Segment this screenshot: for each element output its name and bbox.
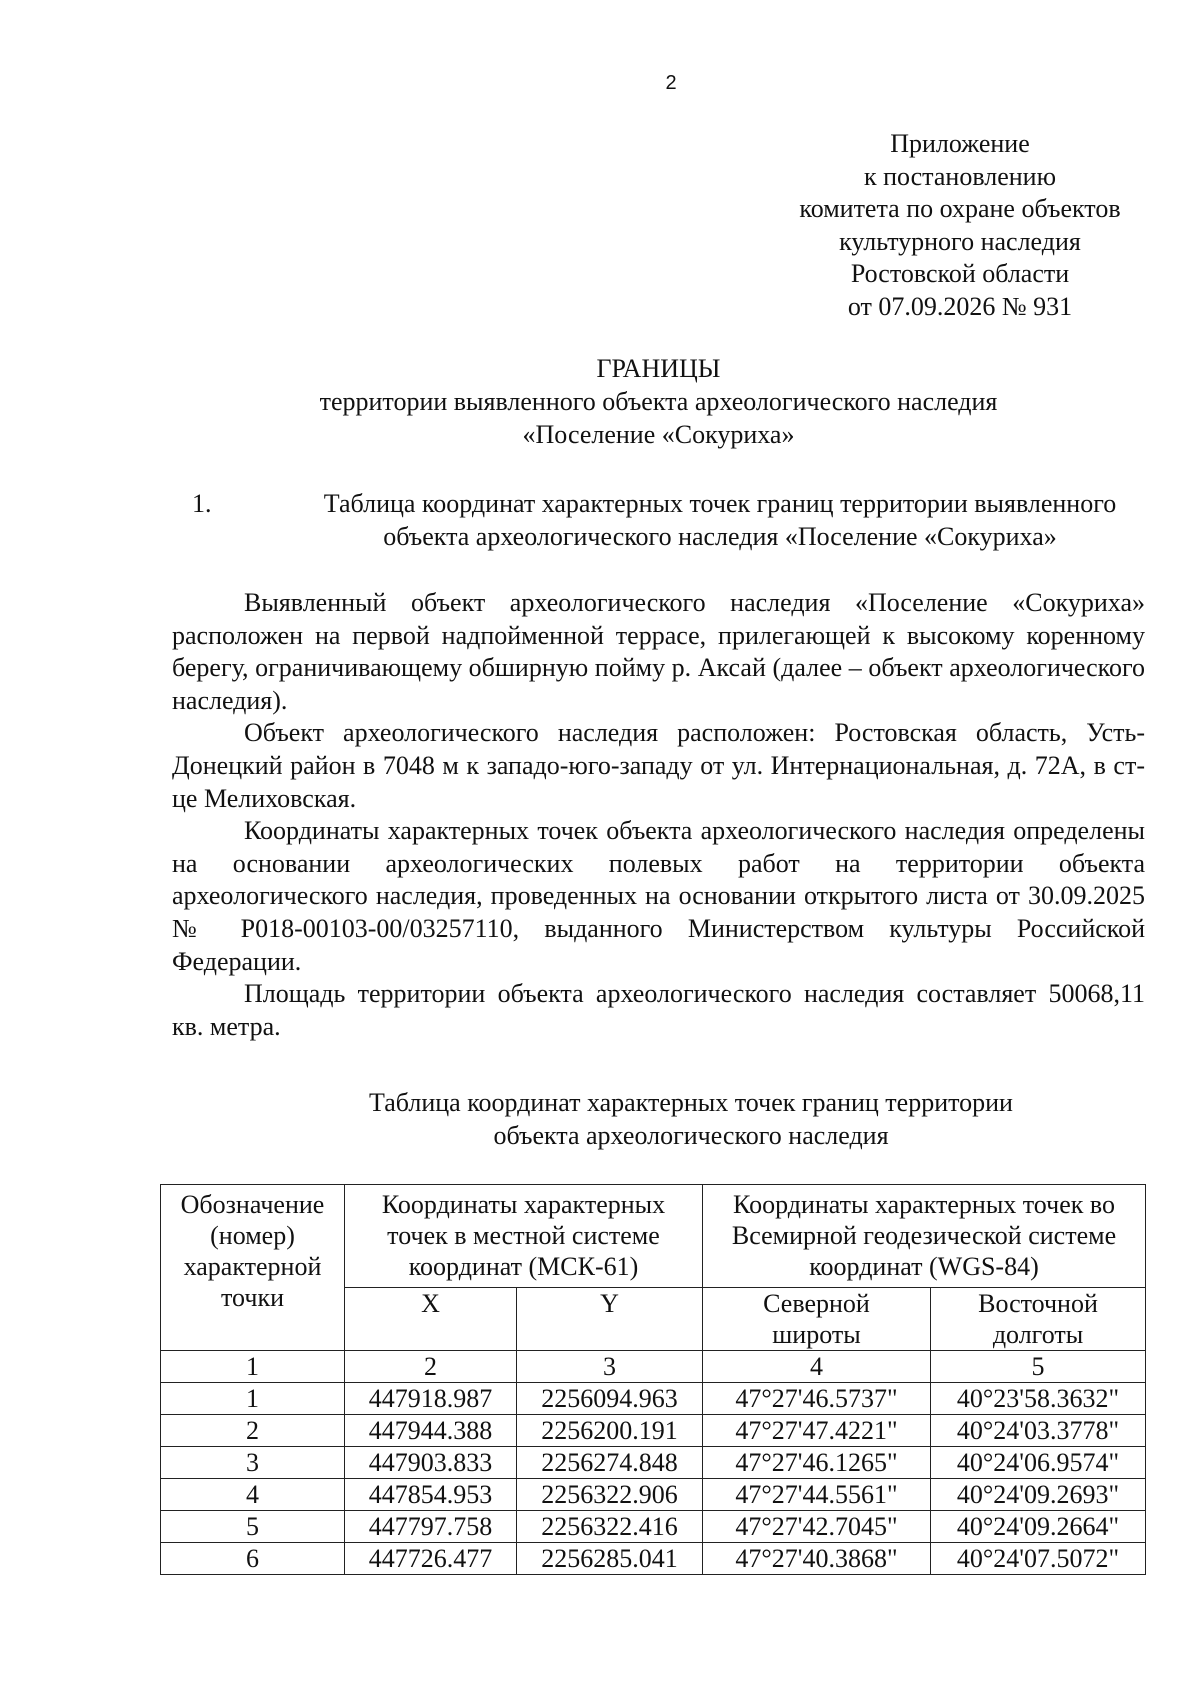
title-subtitle: территории выявленного объекта археологического наследия	[319, 387, 998, 416]
table-cell: 4	[703, 1351, 931, 1383]
table-row	[161, 1383, 1146, 1415]
header-north	[703, 1288, 931, 1351]
table-header-row	[161, 1185, 1146, 1288]
header-text: Восточной	[978, 1289, 1098, 1318]
table-cell: 447918.987	[345, 1383, 517, 1415]
table-cell: 40°24'06.9574"	[931, 1447, 1146, 1479]
table-title-line: объекта археологического наследия	[493, 1121, 889, 1150]
header-text: долготы	[992, 1320, 1084, 1349]
coordinates-table	[160, 1184, 1146, 1575]
header-text: характерной	[183, 1252, 322, 1281]
table-cell: 40°24'03.3778"	[931, 1415, 1146, 1447]
paragraph: Объект археологического наследия расположен: Ростовская область, Усть-Донецкий район в 7048 м к западо-юго-западу от ул. Интернациональная, д. 72А, в ст-це Мелиховская.	[172, 718, 1145, 813]
paragraph: Выявленный объект археологического наследия «Поселение «Сокуриха» расположен на первой надпойменной террасе, прилегающей к высокому коренному берегу, ограничивающему обширную пойму р. Аксай (далее – объект археологического наследия).	[172, 588, 1145, 715]
table-cell: 447797.758	[345, 1511, 517, 1543]
header-point	[161, 1185, 345, 1351]
header-text: Координаты характерных точек во	[733, 1190, 1115, 1219]
table-cell: 2	[161, 1415, 345, 1447]
table-row	[161, 1447, 1146, 1479]
header-text: X	[421, 1289, 440, 1318]
approval-line: от 07.09.2026 № 931	[847, 291, 1073, 321]
table-cell: 3	[517, 1351, 703, 1383]
table-cell: 447944.388	[345, 1415, 517, 1447]
table-cell: 3	[161, 1447, 345, 1479]
header-text: координат (WGS-84)	[809, 1252, 1039, 1281]
header-wgs	[703, 1185, 1146, 1288]
table-cell: 6	[161, 1543, 345, 1575]
table-cell: 1	[161, 1351, 345, 1383]
title-object-name: «Поселение «Сокуриха»	[522, 420, 795, 449]
header-text: координат (МСК-61)	[408, 1252, 639, 1281]
table-cell: 2256094.963	[517, 1383, 703, 1415]
table-row	[161, 1479, 1146, 1511]
table-cell: 47°27'46.1265"	[703, 1447, 931, 1479]
approval-line: Приложение	[890, 129, 1030, 158]
header-text: Y	[600, 1289, 619, 1318]
table-cell: 40°24'07.5072"	[931, 1543, 1146, 1575]
header-text: широты	[772, 1320, 861, 1349]
table-cell: 4	[161, 1479, 345, 1511]
header-text: точек в местной системе	[387, 1221, 660, 1250]
header-text: Координаты характерных	[381, 1190, 666, 1219]
header-text: Всемирной геодезической системе	[731, 1221, 1117, 1250]
header-east	[931, 1288, 1146, 1351]
table-cell: 1	[161, 1383, 345, 1415]
table-cell: 2256285.041	[517, 1543, 703, 1575]
title-heading: ГРАНИЦЫ	[596, 354, 721, 383]
section-title-line: объекта археологического наследия «Поселение «Сокуриха»	[383, 522, 1057, 551]
approval-line: комитета по охране объектов	[799, 194, 1121, 223]
table-cell: 47°27'46.5737"	[703, 1383, 931, 1415]
header-x	[345, 1288, 517, 1351]
page-number: 2	[665, 72, 677, 94]
body-text	[172, 587, 1145, 1043]
table-cell: 2256322.906	[517, 1479, 703, 1511]
table-row	[161, 1543, 1146, 1575]
table-cell: 447903.833	[345, 1447, 517, 1479]
column-number-row	[161, 1351, 1146, 1383]
table-title-line: Таблица координат характерных точек границ территории	[369, 1088, 1013, 1117]
approval-line: культурного наследия	[839, 226, 1081, 256]
table-cell: 47°27'44.5561"	[703, 1479, 931, 1511]
table-cell: 5	[931, 1351, 1146, 1383]
table-cell: 447854.953	[345, 1479, 517, 1511]
table-cell: 40°24'09.2693"	[931, 1479, 1146, 1511]
table-title	[300, 1086, 1082, 1152]
header-text: Северной	[763, 1289, 870, 1318]
header-msk	[345, 1185, 703, 1288]
header-text: (номер)	[210, 1221, 295, 1250]
table-cell: 5	[161, 1511, 345, 1543]
table-cell: 447726.477	[345, 1543, 517, 1575]
section-title	[260, 487, 1180, 553]
approval-line: Ростовской области	[850, 259, 1070, 288]
table-cell: 40°23'58.3632"	[931, 1383, 1146, 1415]
table-cell: 47°27'42.7045"	[703, 1511, 931, 1543]
table-cell: 2256322.416	[517, 1511, 703, 1543]
paragraph: Площадь территории объекта археологического наследия составляет 50068,11 кв. метра.	[172, 979, 1145, 1041]
approval-block	[760, 128, 1160, 323]
header-text: Обозначение	[180, 1190, 325, 1219]
paragraph: Координаты характерных точек объекта археологического наследия определены на основании археологических полевых работ на территории объекта археологического наследия, проведенных на основании открытого листа от 30.09.2025 № Р018-00103-00/03257110, выданного Министерством культуры Российской Федерации.	[172, 816, 1145, 976]
table-cell: 40°24'09.2664"	[931, 1511, 1146, 1543]
document-title	[200, 352, 1117, 451]
table-cell: 2256200.191	[517, 1415, 703, 1447]
table-cell: 47°27'40.3868"	[703, 1543, 931, 1575]
table-row	[161, 1415, 1146, 1447]
header-y	[517, 1288, 703, 1351]
table-cell: 2256274.848	[517, 1447, 703, 1479]
table-row	[161, 1511, 1146, 1543]
section-title-line: Таблица координат характерных точек границ территории выявленного	[323, 489, 1117, 518]
table-cell: 47°27'47.4221"	[703, 1415, 931, 1447]
table-cell: 2	[345, 1351, 517, 1383]
header-text: точки	[221, 1283, 284, 1312]
approval-line: к постановлению	[863, 161, 1057, 191]
section-number: 1.	[192, 489, 212, 518]
